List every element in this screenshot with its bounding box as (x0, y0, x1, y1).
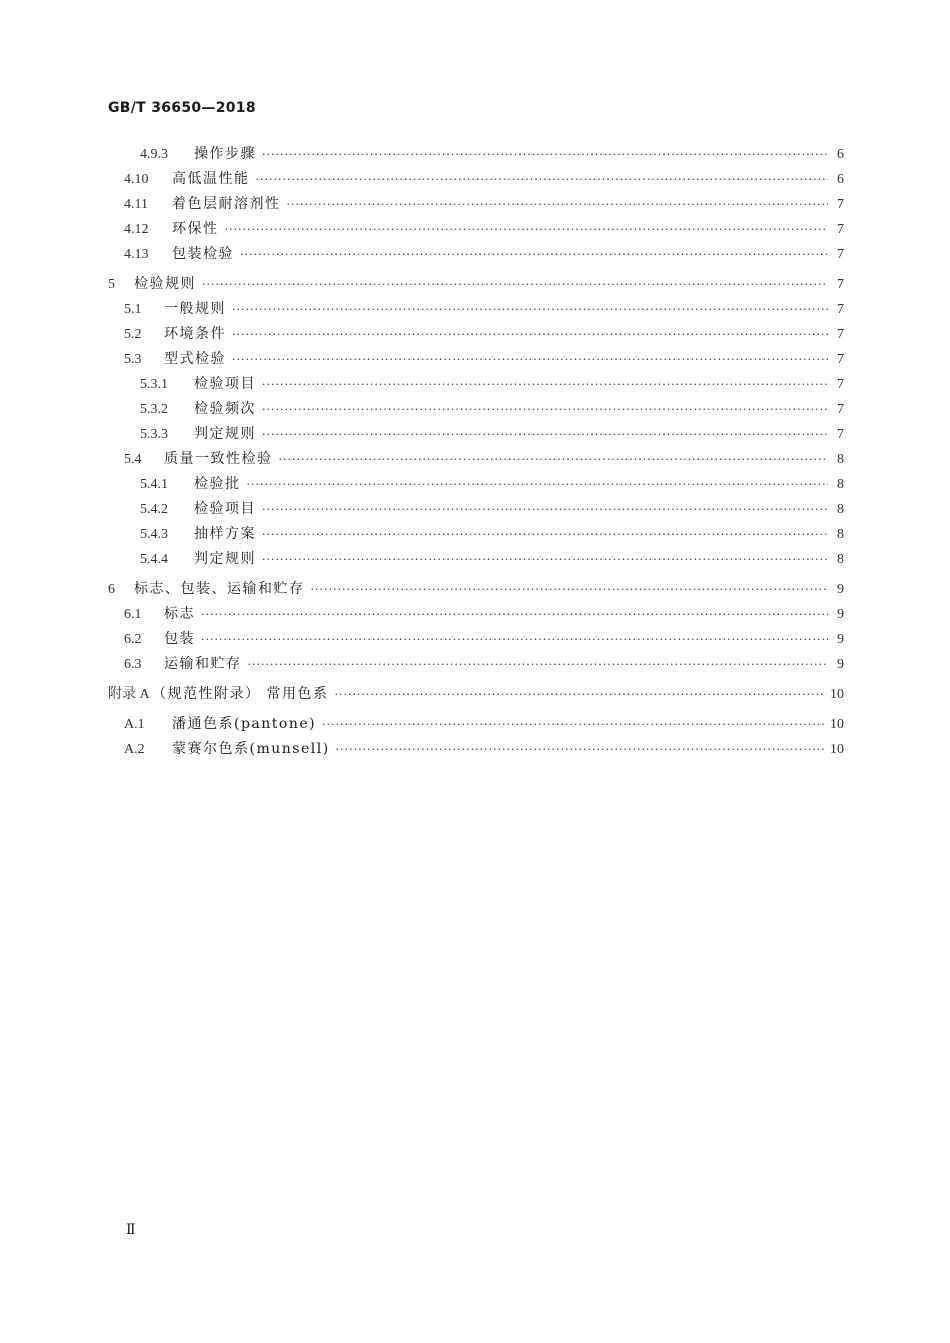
toc-entry[interactable] (108, 652, 844, 677)
toc-entry-title: 一般规则 (164, 301, 226, 317)
toc-entry-page: 7 (837, 197, 844, 212)
toc-dot-leader (262, 522, 828, 547)
toc-entry-title: 包装 (164, 631, 195, 647)
toc-entry[interactable] (108, 322, 844, 347)
toc-entry-title: 包装检验 (172, 246, 234, 262)
toc-entry-title: （规范性附录） 常用色系 (152, 686, 329, 702)
toc-entry-title: 着色层耐溶剂性 (172, 196, 281, 212)
toc-dot-leader (202, 272, 828, 297)
toc-entry[interactable] (108, 602, 844, 627)
toc-entry[interactable] (108, 272, 844, 297)
table-of-contents (108, 142, 844, 762)
toc-entry-page: 8 (837, 477, 844, 492)
toc-entry-page: 7 (837, 277, 844, 292)
toc-entry[interactable] (108, 682, 844, 707)
toc-entry[interactable] (108, 297, 844, 322)
toc-entry[interactable] (108, 522, 844, 547)
toc-entry[interactable] (108, 737, 844, 762)
toc-entry-number: A.2 (124, 742, 145, 757)
toc-entry-page: 9 (837, 632, 844, 647)
toc-entry-page: 10 (830, 742, 844, 757)
toc-dot-leader (248, 652, 829, 677)
page-number-footer: Ⅱ (126, 1223, 136, 1238)
toc-entry-title: 运输和贮存 (164, 656, 242, 672)
toc-entry-page: 9 (837, 657, 844, 672)
toc-entry[interactable] (108, 627, 844, 652)
toc-dot-leader (201, 602, 828, 627)
toc-entry-number: 5.3 (124, 352, 142, 367)
toc-entry-page: 7 (837, 247, 844, 262)
toc-entry[interactable] (108, 347, 844, 372)
toc-entry-title: 高低温性能 (172, 171, 250, 187)
toc-entry-page: 8 (837, 552, 844, 567)
toc-entry-title: 环境条件 (164, 326, 226, 342)
toc-entry-page: 6 (837, 147, 844, 162)
toc-entry[interactable] (108, 712, 844, 737)
toc-entry-title: 判定规则 (194, 551, 256, 567)
toc-dot-leader (232, 297, 828, 322)
toc-entry[interactable] (108, 497, 844, 522)
toc-dot-leader (262, 142, 828, 167)
toc-entry-title: 检验频次 (194, 401, 256, 417)
toc-entry-number: 6.1 (124, 607, 142, 622)
toc-dot-leader (262, 422, 828, 447)
toc-dot-leader (232, 347, 828, 372)
toc-entry[interactable] (108, 217, 844, 242)
toc-entry[interactable] (108, 242, 844, 267)
toc-entry-title: 标志、包装、运输和贮存 (134, 581, 305, 597)
toc-dot-leader (247, 472, 829, 497)
toc-entry-number: 6 (108, 582, 115, 597)
toc-entry-title: 型式检验 (164, 351, 226, 367)
toc-entry-number: 4.11 (124, 197, 148, 212)
toc-entry-title: 检验规则 (134, 276, 196, 292)
toc-entry-number: 附录 A (108, 687, 150, 702)
toc-entry-page: 8 (837, 527, 844, 542)
toc-entry-title: 判定规则 (194, 426, 256, 442)
toc-dot-leader (262, 397, 828, 422)
toc-entry-number: 4.13 (124, 247, 149, 262)
toc-entry-number: 5.3.1 (140, 377, 168, 392)
toc-dot-leader (225, 217, 829, 242)
toc-entry-page: 10 (830, 687, 844, 702)
toc-entry-title: 蒙赛尔色系(munsell) (172, 741, 330, 757)
toc-dot-leader (287, 192, 829, 217)
toc-dot-leader (322, 712, 824, 737)
toc-entry-number: 4.12 (124, 222, 149, 237)
standard-code-header: GB/T 36650—2018 (108, 100, 256, 116)
toc-entry-page: 7 (837, 327, 844, 342)
toc-dot-leader (334, 682, 824, 707)
toc-entry[interactable] (108, 167, 844, 192)
toc-entry[interactable] (108, 577, 844, 602)
toc-entry-number: 5.3.2 (140, 402, 168, 417)
toc-entry-title: 环保性 (172, 221, 219, 237)
toc-entry[interactable] (108, 372, 844, 397)
toc-entry-number: 6.2 (124, 632, 142, 647)
toc-entry-number: 5.2 (124, 327, 142, 342)
toc-dot-leader (262, 547, 828, 572)
toc-dot-leader (279, 447, 829, 472)
toc-dot-leader (262, 497, 828, 522)
toc-entry-title: 操作步骤 (194, 146, 256, 162)
toc-entry-number: 5 (108, 277, 115, 292)
toc-entry[interactable] (108, 447, 844, 472)
toc-entry-title: 检验项目 (194, 501, 256, 517)
toc-entry-page: 7 (837, 222, 844, 237)
toc-entry-page: 6 (837, 172, 844, 187)
toc-dot-leader (201, 627, 828, 652)
toc-entry-page: 7 (837, 302, 844, 317)
toc-entry-page: 7 (837, 427, 844, 442)
toc-entry-title: 检验项目 (194, 376, 256, 392)
toc-entry-page: 7 (837, 352, 844, 367)
toc-entry-title: 标志 (164, 606, 195, 622)
toc-entry-page: 8 (837, 452, 844, 467)
toc-entry-number: 6.3 (124, 657, 142, 672)
toc-dot-leader (256, 167, 829, 192)
toc-entry-number: 5.4.2 (140, 502, 168, 517)
toc-entry[interactable] (108, 547, 844, 572)
toc-entry-number: 4.9.3 (140, 147, 168, 162)
toc-entry-page: 7 (837, 377, 844, 392)
toc-entry-page: 7 (837, 402, 844, 417)
toc-entry-page: 8 (837, 502, 844, 517)
toc-entry[interactable] (108, 422, 844, 447)
toc-entry-number: 5.4.3 (140, 527, 168, 542)
toc-entry-title: 抽样方案 (194, 526, 256, 542)
toc-entry-number: 5.3.3 (140, 427, 168, 442)
toc-entry-number: A.1 (124, 717, 145, 732)
toc-entry-title: 潘通色系(pantone) (172, 716, 317, 732)
toc-entry-title: 检验批 (194, 476, 241, 492)
toc-entry[interactable] (108, 472, 844, 497)
toc-entry-page: 10 (830, 717, 844, 732)
toc-dot-leader (240, 242, 828, 267)
toc-entry[interactable] (108, 397, 844, 422)
toc-dot-leader (262, 372, 828, 397)
toc-entry-number: 5.1 (124, 302, 142, 317)
toc-entry-number: 5.4 (124, 452, 142, 467)
toc-dot-leader (311, 577, 829, 602)
toc-entry-title: 质量一致性检验 (164, 451, 273, 467)
toc-entry[interactable] (108, 192, 844, 217)
toc-entry-page: 9 (837, 582, 844, 597)
toc-entry[interactable] (108, 142, 844, 167)
toc-entry-page: 9 (837, 607, 844, 622)
toc-entry-number: 5.4.4 (140, 552, 168, 567)
toc-dot-leader (336, 737, 824, 762)
toc-dot-leader (232, 322, 828, 347)
toc-entry-number: 4.10 (124, 172, 149, 187)
toc-entry-number: 5.4.1 (140, 477, 168, 492)
